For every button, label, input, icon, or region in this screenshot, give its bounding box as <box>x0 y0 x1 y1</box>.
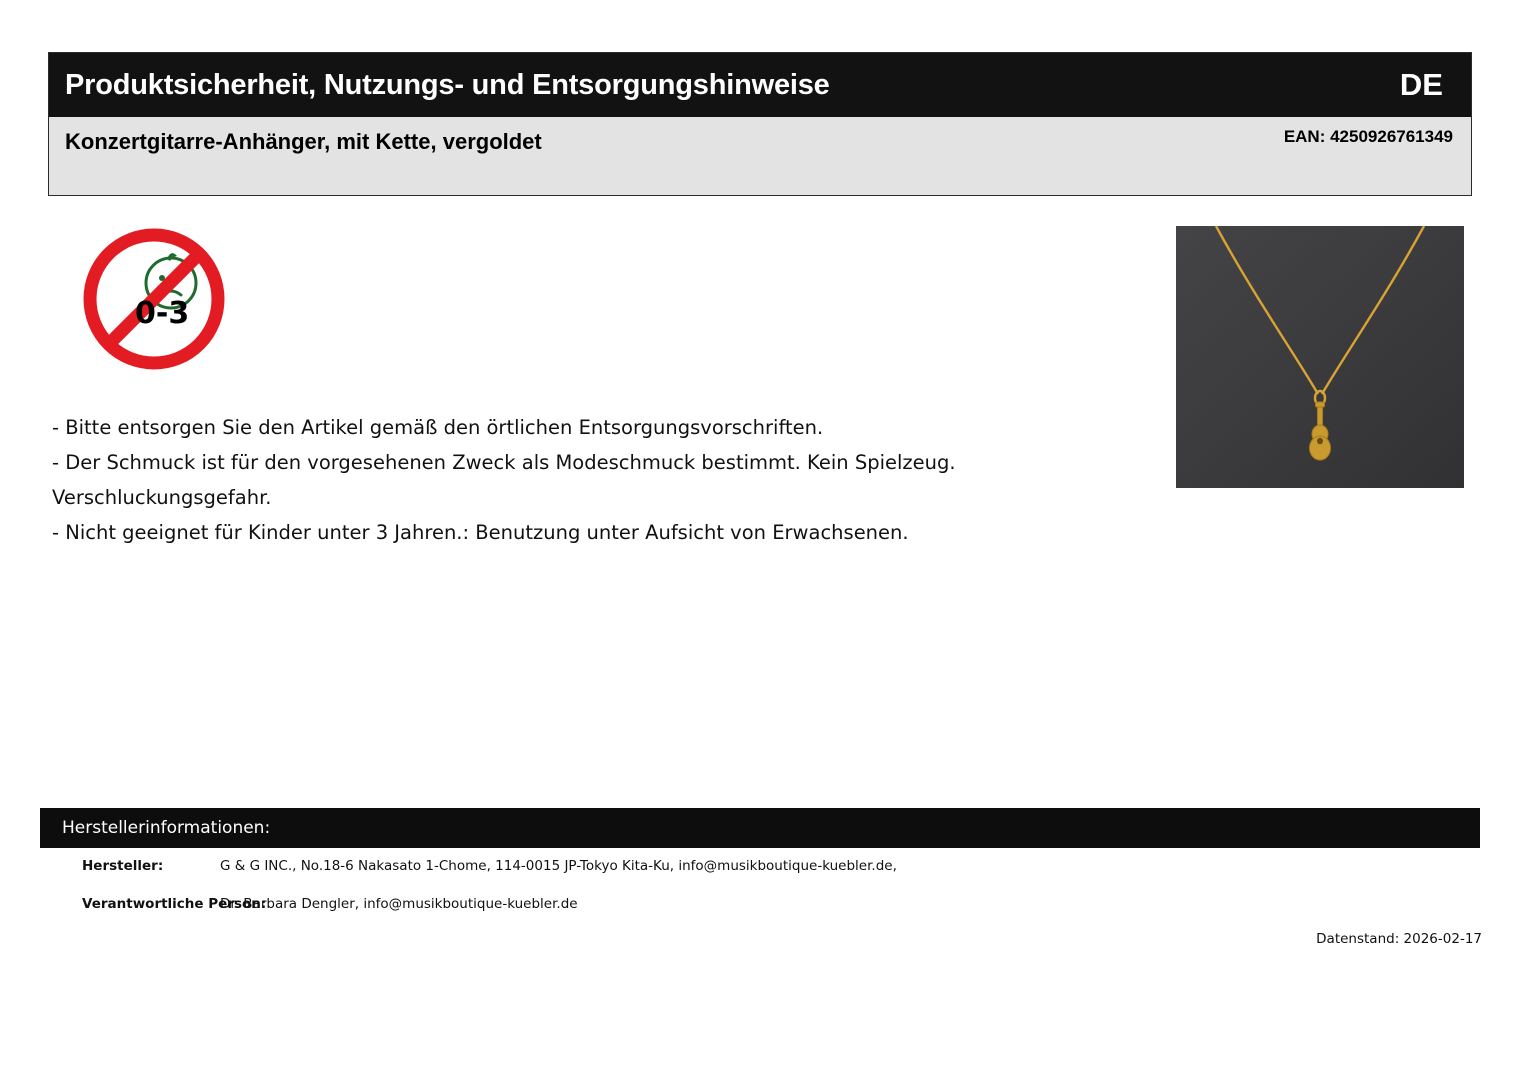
safety-notes <box>52 410 1132 550</box>
age-restriction-icon <box>83 228 225 370</box>
header-title-bar <box>49 53 1471 117</box>
note-line: - Der Schmuck ist für den vorgesehenen Zweck als Modeschmuck bestimmt. Kein Spielzeug. <box>52 451 956 474</box>
language-code: DE <box>1399 67 1443 102</box>
product-image <box>1176 226 1464 488</box>
manufacturer-section-title: Herstellerinformationen: <box>40 808 1480 848</box>
responsible-person-value: Dr. Barbara Dengler, info@musikboutique-kuebler.de <box>220 896 578 912</box>
responsible-person-row <box>40 896 1480 912</box>
manufacturer-details <box>40 858 1480 934</box>
product-name: Konzertgitarre-Anhänger, mit Kette, vergoldet <box>65 129 542 154</box>
note-line: - Bitte entsorgen Sie den Artikel gemäß den örtlichen Entsorgungsvorschriften. <box>52 416 824 439</box>
ean-code: EAN: 4250926761349 <box>1283 127 1453 146</box>
manufacturer-row <box>40 858 1480 874</box>
age-label-text: 0-3 <box>135 296 190 331</box>
manufacturer-label: Hersteller: <box>82 858 164 874</box>
note-line: Verschluckungsgefahr. <box>52 486 272 509</box>
note-line: - Nicht geeignet für Kinder unter 3 Jahren.: Benutzung unter Aufsicht von Erwachsenen. <box>52 521 909 544</box>
page-title: Produktsicherheit, Nutzungs- und Entsorgungshinweise <box>65 68 830 101</box>
manufacturer-value: G & G INC., No.18-6 Nakasato 1-Chome, 114-0015 JP-Tokyo Kita-Ku, info@musikboutique-kuebler.de, <box>220 858 897 874</box>
responsible-person-label: Verantwortliche Person: <box>82 896 267 912</box>
document-header <box>48 52 1472 196</box>
data-date-label: Datenstand: 2026-02-17 <box>1316 931 1482 947</box>
product-subheader <box>49 117 1471 195</box>
